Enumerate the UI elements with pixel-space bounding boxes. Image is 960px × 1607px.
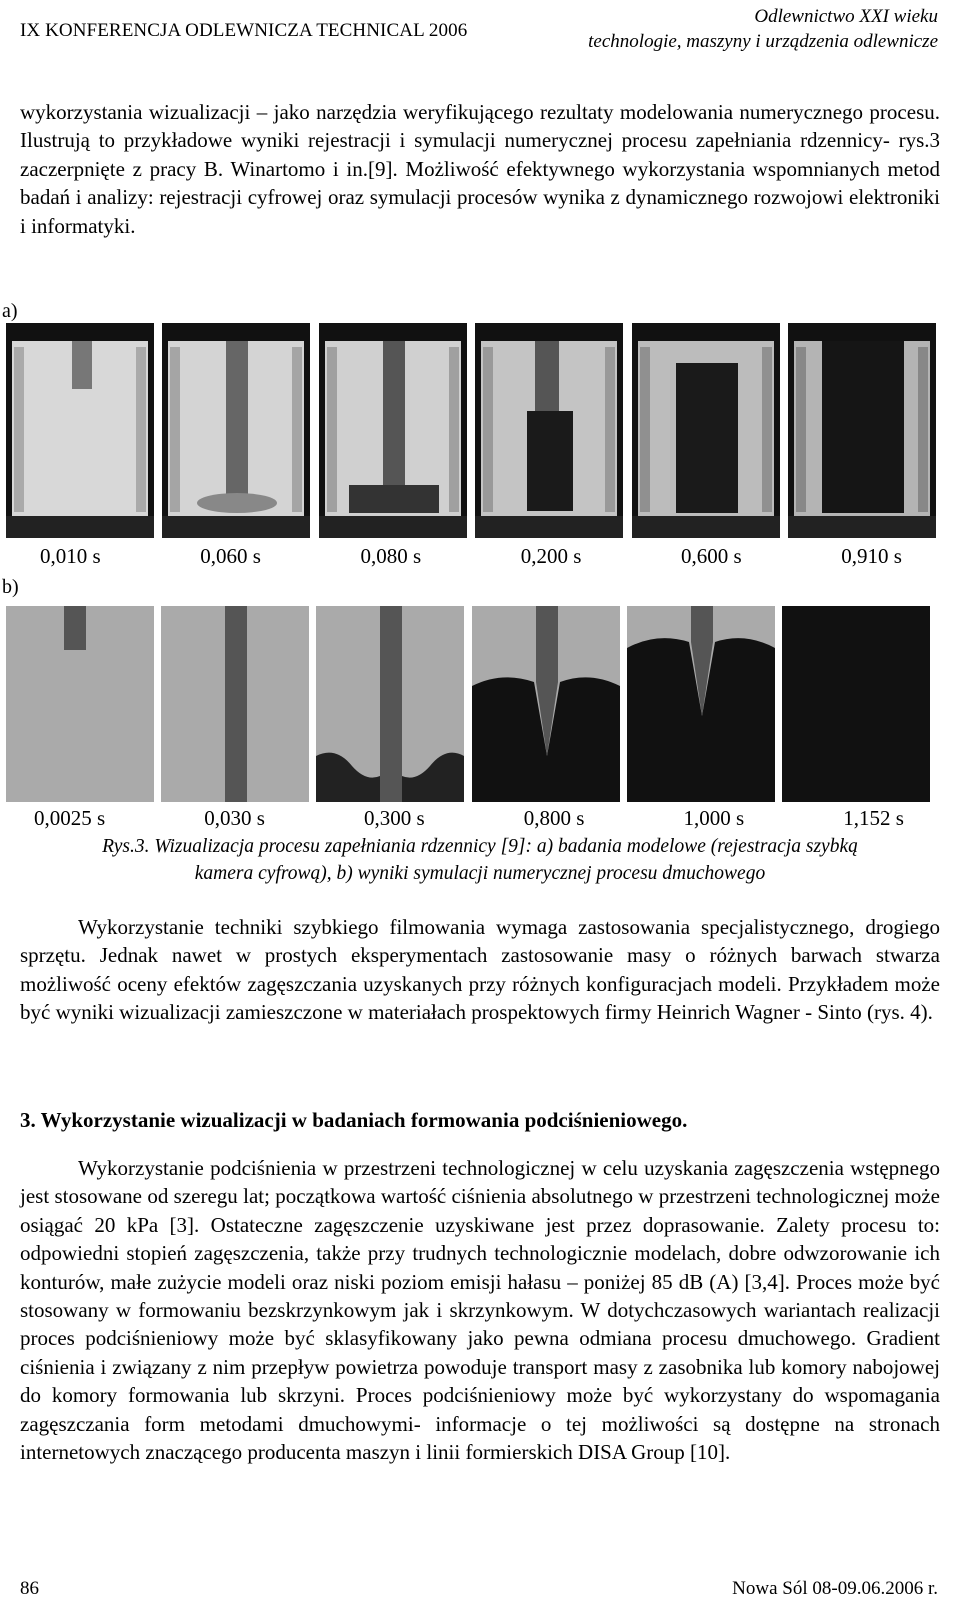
header-right-line1: Odlewnictwo XXI wieku	[754, 6, 938, 27]
frame-b-3	[316, 606, 464, 802]
time-b-2: 0,030 s	[204, 806, 265, 830]
paragraph-3-text: Wykorzystanie podciśnienia w przestrzeni technologicznej w celu uzyskania zagęszczenia wstępnego jest stosowane od szeregu lat; początkowa wartość ciśnienia absolutnego w przestrzeni technologicznej może osiągać 20 kPa [3]. Ostateczne zagęszczenie uzyskiwane jest przez doprasowanie. Zalety procesu to: odpowiedni stopień zagęszczenia, także przy trudnych technologicznie modelach, dobre odwzorowanie ich konturów, małe zużycie modeli oraz niski poziom emisji hałasu – poniżej 85 dB (A) [3,4]. Proces może być stosowany w formowaniu bezskrzynkowym jak i skrzynkowym. W dotychczasowych wariantach realizacji proces podciśnieniowy może być sklasyfikowany jako pewna odmiana procesu dmuchowego. Gradient ciśnienia i związany z nim przepływ powietrza powoduje transport masy z zasobnika lub komory nabojowej do komory formowania lub skrzyni. Proces podciśnieniowy może być wykorzystany do wspomagania zagęszczania form metodami dmuchowymi- informacje o tej możliwości są dostępne na stronach internetowych znaczącego producenta maszyn i linii formierskich DISA Group [10].	[20, 1156, 940, 1465]
time-a-5: 0,600 s	[681, 544, 742, 568]
time-a-2: 0,060 s	[200, 544, 261, 568]
time-b-4: 0,800 s	[523, 806, 585, 830]
frame-b-1	[6, 606, 154, 802]
paragraph-2-text: Wykorzystanie techniki szybkiego filmowania wymaga zastosowania specjalistycznego, drogiego sprzętu. Jednak nawet w prostych eksperymentach zastosowanie masy o różnych barwach stwarza możliwość oceny efektów zagęszczania uzyskanych przy różnych konfiguracjach modeli. Przykładem może być wyniki wizualizacji zamieszczone w materiałach prospektowych firmy Heinrich Wagner - Sinto (rys. 4).	[20, 915, 940, 1025]
time-a-6: 0,910 s	[841, 544, 902, 568]
header-right-line2: technologie, maszyny i urządzenia odlewnicze	[588, 31, 938, 52]
frame-b-5	[627, 606, 775, 802]
section-heading: 3. Wykorzystanie wizualizacji w badaniach formowania podciśnieniowego.	[20, 1108, 688, 1132]
frame-a-6	[788, 323, 936, 538]
caption-line1: Rys.3. Wizualizacja procesu zapełniania rdzennicy [9]: a) badania modelowe (rejestracja szybką	[102, 836, 858, 857]
frame-a-4	[475, 323, 623, 538]
frame-b-6	[782, 606, 930, 802]
caption-line2: kamera cyfrową), b) wyniki symulacji numerycznej procesu dmuchowego	[194, 863, 766, 884]
figure-label-b: b)	[2, 576, 19, 598]
paragraph-3	[20, 1154, 940, 1466]
frame-a-2	[162, 323, 310, 538]
time-a-4: 0,200 s	[520, 544, 582, 568]
figure-row-a	[6, 323, 936, 538]
time-a-1: 0,010 s	[40, 544, 101, 568]
footer-place-date: Nowa Sól 08-09.06.2006 r.	[732, 1578, 938, 1599]
frame-a-5	[632, 323, 780, 538]
intro-text: wykorzystania wizualizacji – jako narzędzia weryfikującego rezultaty modelowania numerycznego procesu. Ilustrują to przykładowe wyniki rejestracji i symulacji numerycznej procesu zapełniania rdzennicy- rys.3 zaczerpnięte z pracy B. Winartomo i in.[9]. Możliwość efektywnego wykorzystania wspomnianych metod badań i analizy: rejestracji cyfrowej oraz symulacji procesów wynika z dynamicznego rozwojowi elektroniki i informatyki.	[20, 100, 940, 238]
header-conference-title: IX KONFERENCJA ODLEWNICZA TECHNICAL 2006	[20, 20, 468, 41]
paragraph-2	[20, 913, 940, 1027]
time-b-5: 1,000 s	[683, 806, 745, 830]
figure-row-b	[6, 606, 930, 802]
frame-a-3	[319, 323, 467, 538]
time-a-3: 0,080 s	[360, 544, 422, 568]
time-b-3: 0,300 s	[364, 806, 425, 830]
frame-a-1	[6, 323, 154, 538]
frame-b-2	[161, 606, 309, 802]
figure-label-a: a)	[2, 300, 18, 322]
page-number: 86	[20, 1578, 39, 1599]
header-series-title	[588, 4, 938, 54]
intro-paragraph	[20, 98, 940, 240]
time-b-1: 0,0025 s	[34, 806, 106, 830]
times-row-b	[34, 806, 904, 831]
frame-b-4	[472, 606, 620, 802]
times-row-a	[40, 544, 902, 569]
time-b-6: 1,152 s	[843, 806, 904, 830]
figure-caption	[20, 833, 940, 887]
